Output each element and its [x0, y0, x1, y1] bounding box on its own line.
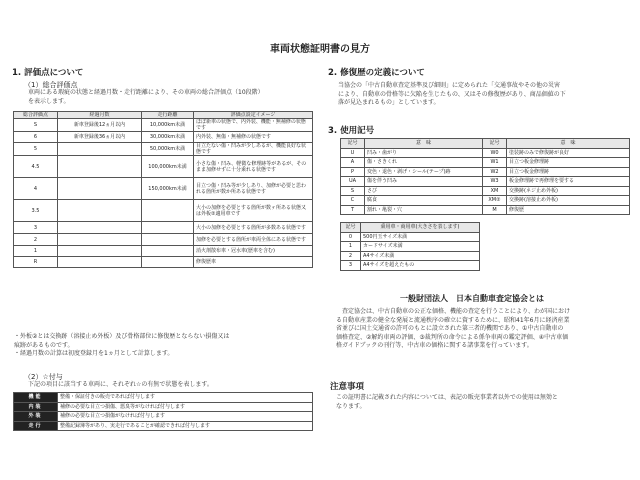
table-row: U 凹み・歯がり W0 塗装跡のみで修復跡が良好 — [341, 148, 630, 158]
table-row: 外装 補修の必要な目立つ損傷がなければ付与します — [14, 412, 313, 422]
table-row: 走行 整備記録簿等があり、実走行であることが確認できれば付与します — [14, 421, 313, 431]
size-symbol-table: 記号 乗用車・商用車(大きさを表します) 0 500円玉サイズ未満 1 カードサイズ未満 2 A4サイズ未満 3 A4サイズを超えたもの — [340, 222, 480, 271]
section2-text: 当協会の「中古自動車査定基準及び細則」に定められた「交通事故やその他の災害 により、自動車の骨格等に欠陥を生じたもの、又はその修復歴があり、商品価値の下 落が見込まれるもの」としています。 — [338, 82, 566, 106]
table-row: 4 150,000km未満 目立つ傷・凹み等が少しあり、加修が必要と思われる箇所が数か所ある状態です — [14, 178, 313, 200]
grade-header: 走行距離 — [142, 112, 194, 119]
org-text: 査定協会は、中古自動車の公正な価格、機能の査定を行うことにより、わが国におけ る自動車産業の健全な発展と流通秩序の確立に資するために、昭和41年6月に経済産業 省並びに国土交通省の許可のもとに設立された第三者的機関であり、①中古自動車の 価格査定、②解約車両の評価、③裁判所の命令による係争車両の鑑定評価、④中古車価 格ガイドブックの刊行等、中古車の価格に関する諸事業を行っています。 — [336, 308, 571, 349]
notice-text: この証明書に記載された内容については、表記の販売事業者以外での使用は無効と なります。 — [336, 394, 558, 410]
section1-sub2-text: 下記の項目に該当する車両に、それぞれ☆の有無で状態を表します。 — [28, 381, 213, 388]
grade-header: 経過月数 — [58, 112, 142, 119]
notice-heading: 注意事項 — [330, 382, 365, 392]
section1-heading: 1. 評価点について — [12, 68, 84, 78]
page-title: 車両状態証明書の見方 — [270, 44, 370, 55]
table-row: 4.5 100,000km未満 小さな傷・凹み、軽微な修理跡等があるが、そのまま加修せずに十分乗れる状態です — [14, 156, 313, 178]
table-row: S さび XM 交換跡(ネジ止め外板) — [341, 186, 630, 196]
table-row: 内装 補修の必要な目立つ損傷、悪臭等がなければ付与します — [14, 402, 313, 412]
table-row: 5 50,000km未満 目立たない傷・凹みが少しあるが、機能良好な状態です — [14, 143, 313, 156]
section2-heading: 2. 修復歴の定義について — [328, 68, 425, 78]
table-row: C 腐食 XM② 交換跡(溶接止め外板) — [341, 196, 630, 206]
section1-notes: ・外板②とは交換跡（溶接止め外板）及び骨格部位に修復歴とならない損傷又は 痕跡があるものです。 ・経過月数の計算は初度登録月を1ヵ月として計算します。 — [14, 333, 230, 357]
table-row: UA 傷を伴う凹み W3 板金修理跡で再修理を要する — [341, 177, 630, 187]
table-row: 1 消火剤散布車・冠水車(歴車を含む) — [14, 246, 313, 257]
table-row: 6 新車登録後36ヵ月以内 30,000km未満 内外装、無傷・無補修の状態です — [14, 132, 313, 143]
table-row: S 新車登録後12ヵ月以内 10,000km未満 ほぼ新車の状態で、内外装、機能・無補修の状態です — [14, 119, 313, 132]
section1-sub1: （1）総合評価点 — [24, 81, 78, 89]
section3-heading: 3. 使用記号 — [328, 126, 375, 136]
star-table — [13, 392, 313, 431]
table-row: 1 カードサイズ未満 — [341, 242, 480, 252]
table-row: 0 500円玉サイズ未満 — [341, 232, 480, 242]
table-row: 3 A4サイズを超えたもの — [341, 261, 480, 271]
repair-symbol-table: 記号 意 味 記号 意 味 U 凹み・歯がり W0 塗装跡のみで修復跡が良好 A 傷・さきくれ W1 目立つ板金修理跡 P 変色・退色・剥げ・シール(テープ)跡 W2 目立つ板金修理跡 UA 傷を伴う凹み W3 板金修理跡で再修理を要する S さび XM 交換跡(ネジ止め外板) C 腐食 XM② 交換跡(溶接止め外板) T 割れ・亀裂・穴 M 修復歴 — [340, 138, 630, 215]
table-row: 3 大小の加修を必要とする箇所が多数ある状態です — [14, 222, 313, 234]
section1-sub2: （2）☆付与 — [24, 373, 63, 381]
table-row: A 傷・さきくれ W1 目立つ板金修理跡 — [341, 158, 630, 168]
table-row: T 割れ・亀裂・穴 M 修復歴 — [341, 205, 630, 215]
table-row: 2 A4サイズ未満 — [341, 251, 480, 261]
grade-header: 評価点設定イメージ — [194, 112, 313, 119]
section1-text: 車両にある瑕疵の状態と経過月数・走行距離により、その車両の総合評価点（10段階） を表示します。 — [28, 89, 264, 105]
table-row: R 修復歴車 — [14, 257, 313, 268]
table-row: 機能 整備・保証付きの販売であれば付与します — [14, 393, 313, 403]
table-row: 3.5 大小の加修を必要とする箇所が数ヶ所ある状態又は外板②適用車です — [14, 200, 313, 222]
grade-header: 総合評価点 — [14, 112, 58, 119]
table-row: P 変色・退色・剥げ・シール(テープ)跡 W2 目立つ板金修理跡 — [341, 167, 630, 177]
grade-table — [13, 111, 313, 268]
org-heading: 一般財団法人 日本自動車査定協会とは — [400, 294, 544, 303]
table-row: 2 加修を必要とする箇所が車両全体にある状態です — [14, 234, 313, 246]
